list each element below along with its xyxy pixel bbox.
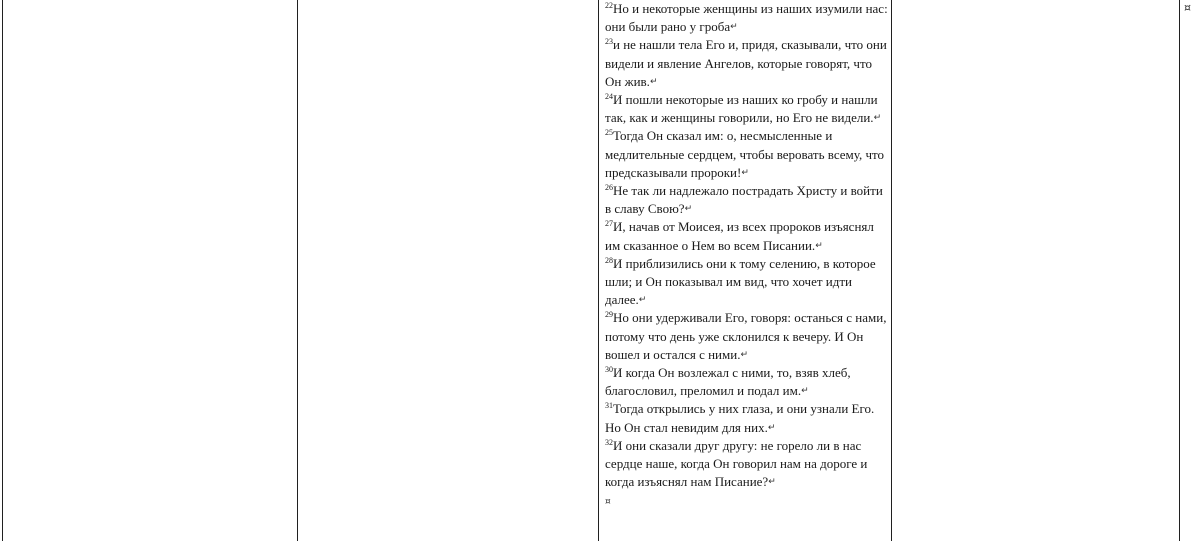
- verse-number: 28: [605, 255, 613, 265]
- verse-text: И пошли некоторые из наших ко гробу и нашли так, как и женщины говорили, но Его не видели.: [605, 92, 878, 126]
- verse-text: Тогда открылись у них глаза, и они узнали Его. Но Он стал невидим для них.: [605, 401, 875, 435]
- verse-text: Но они удерживали Его, говоря: останься с нами, потому что день уже склонился к вечеру. И Он вошел и остался с ними.: [605, 310, 887, 362]
- verse-number: 32: [605, 437, 613, 447]
- line-break-icon: ↵: [740, 349, 748, 360]
- line-break-icon: ↵: [741, 167, 749, 178]
- verse-text: и не нашли тела Его и, придя, сказывали, что они видели и явление Ангелов, которые говорят, что Он жив.: [605, 37, 887, 89]
- verse-number: 25: [605, 128, 613, 138]
- verse-number: 30: [605, 365, 613, 375]
- line-break-icon: ↵: [767, 422, 776, 433]
- verse-28[interactable]: [605, 255, 890, 310]
- verse-22[interactable]: [605, 0, 890, 36]
- table-column-divider-3: [891, 0, 892, 541]
- line-break-icon: ↵: [638, 295, 647, 306]
- verse-text: Тогда Он сказал им: о, несмысленные и медлительные сердцем, чтобы веровать всему, что предсказывали пророки!: [605, 128, 885, 180]
- table-column-divider-2: [598, 0, 599, 541]
- verse-23[interactable]: [605, 36, 890, 91]
- row-end-icon: ¤: [1184, 1, 1191, 14]
- verse-27[interactable]: [605, 218, 890, 254]
- verse-number: 31: [605, 401, 613, 411]
- verse-25[interactable]: [605, 127, 890, 182]
- line-break-icon: ↵: [730, 22, 738, 33]
- cell-end-icon: ¤: [605, 497, 611, 508]
- verse-number: 22: [605, 1, 613, 10]
- table-column-divider-1: [297, 0, 298, 541]
- verse-30[interactable]: [605, 364, 890, 400]
- verse-text: И, начав от Моисея, из всех пророков изъяснял им сказанное о Нем во всем Писании.: [605, 219, 874, 253]
- line-break-icon: ↵: [815, 240, 823, 251]
- verse-number: 29: [605, 310, 613, 320]
- verse-text: И когда Он возлежал с ними, то, взяв хлеб, благословил, преломил и подал им.: [605, 365, 851, 399]
- line-break-icon: ↵: [873, 113, 882, 124]
- verse-29[interactable]: [605, 309, 890, 364]
- document-table: [2, 0, 1180, 541]
- verse-24[interactable]: [605, 91, 890, 127]
- verse-number: 26: [605, 183, 613, 193]
- verse-text: Но и некоторые женщины из наших изумили нас: они были рано у гроба: [605, 1, 888, 35]
- verse-text-cell[interactable]: [605, 0, 890, 512]
- verse-number: 23: [605, 37, 613, 47]
- line-break-icon: ↵: [684, 204, 693, 215]
- cell-end-line: [605, 491, 890, 511]
- line-break-icon: ↵: [649, 76, 658, 87]
- line-break-icon: ↵: [768, 477, 776, 488]
- verse-number: 27: [605, 219, 613, 229]
- verse-text: И приблизились они к тому селению, в которое шли; и Он показывал им вид, что хочет идти далее.: [605, 255, 876, 308]
- verse-text: И они сказали друг другу: не горело ли в нас сердце наше, когда Он говорил нам на дороге и когда изъяснял нам Писание?: [605, 437, 868, 490]
- verse-31[interactable]: [605, 400, 890, 436]
- verse-number: 24: [605, 92, 613, 102]
- verse-32[interactable]: [605, 437, 890, 492]
- verse-26[interactable]: [605, 182, 890, 218]
- line-break-icon: ↵: [801, 386, 809, 397]
- verse-text: Не так ли надлежало пострадать Христу и войти в славу Свою?: [605, 183, 883, 217]
